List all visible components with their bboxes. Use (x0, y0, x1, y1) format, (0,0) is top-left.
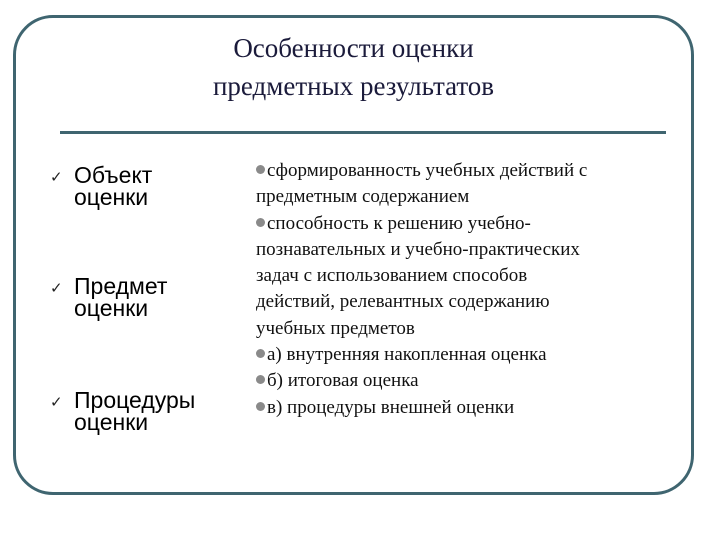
title-line-2: предметных результатов (212, 71, 495, 101)
bullet-dot-icon (256, 375, 265, 384)
left-item-subject (50, 275, 167, 319)
left-item-label: Предмет оценки (74, 273, 168, 321)
left-item-label: Процедуры оценки (74, 387, 196, 435)
checkmark-icon: ✓ (50, 279, 63, 297)
bullet-dot-icon (256, 349, 265, 358)
bullet-dot-icon (256, 165, 265, 174)
right-bullet-list (256, 158, 696, 421)
title-divider (60, 131, 666, 134)
bullet-item: б) итоговая оценка (256, 368, 696, 394)
bullet-item: в) процедуры внешней оценки (256, 395, 696, 421)
left-item-procedures (50, 389, 195, 433)
checkmark-icon: ✓ (50, 393, 63, 411)
left-item-object (50, 164, 152, 208)
bullet-item: а) внутренняя накопленная оценка (256, 342, 696, 368)
bullet-dot-icon (256, 218, 265, 227)
bullet-item: сформированность учебных действий с предметным содержанием (256, 160, 588, 208)
checkmark-icon: ✓ (50, 168, 63, 186)
bullet-item: способность к решению учебно- познавательных и учебно-практических задач с использованием способов действий, релевантных содержанию учебных предметов (256, 212, 580, 339)
left-item-label: Объект оценки (74, 162, 153, 210)
bullet-dot-icon (256, 402, 265, 411)
page-title (13, 29, 694, 105)
title-line-1: Особенности оценки (233, 33, 474, 63)
